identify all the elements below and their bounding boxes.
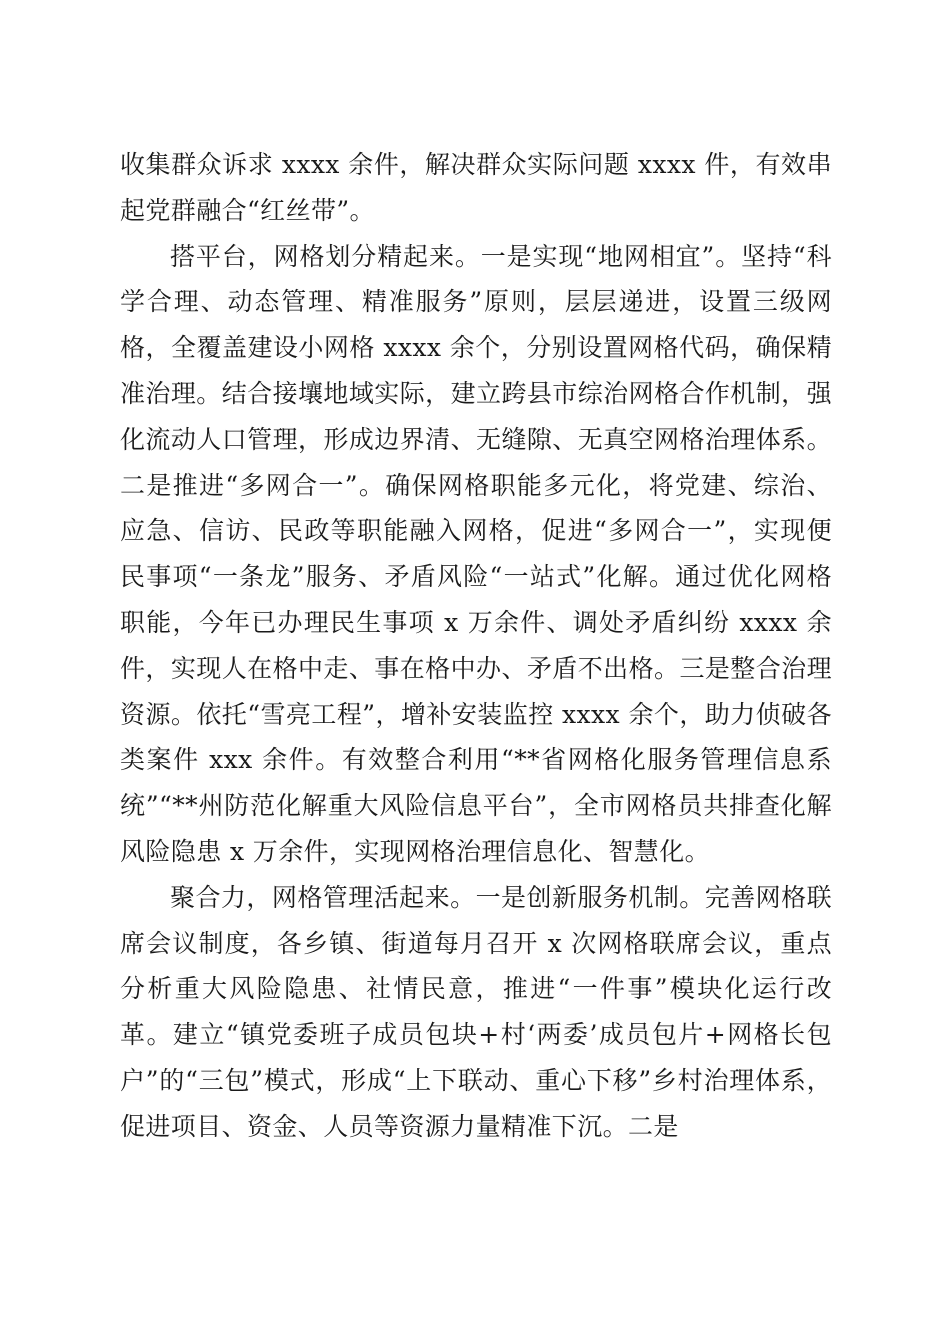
paragraph-build-platform: 搭平台，网格划分精起来。一是实现“地网相宜”。坚持“科学合理、动态管理、精准服务”原则，层层递进，设置三级网格，全覆盖建设小网格 xxxx 余个，分别设置网格代码，确保精准治理。结合接壤地域实际，建立跨县市综治网格合作机制，强化流动人口管理，形成边界清、无缝隙、无真空网格治理体系。二是推进“多网合一”。确保网格职能多元化，将党建、综治、应急、信访、民政等职能融入网格，促进“多网合一”，实现便民事项“一条龙”服务、矛盾风险“一站式”化解。通过优化网格职能，今年已办理民生事项 x 万余件、调处矛盾纠纷 xxxx 余件，实现人在格中走、事在格中办、矛盾不出格。三是整合治理资源。依托“雪亮工程”，增补安装监控 xxxx 余个，助力侦破各类案件 xxx 余件。有效整合利用“**省网格化服务管理信息系统”“**州防范化解重大风险信息平台”，全市网格员共排查化解风险隐患 x 万余件，实现网格治理信息化、智慧化。 xyxy=(120,241,832,866)
paragraph-continuation: 收集群众诉求 xxxx 余件，解决群众实际问题 xxxx 件，有效串起党群融合“红丝带”。 xyxy=(120,150,832,225)
paragraph-gather-strength: 聚合力，网格管理活起来。一是创新服务机制。完善网格联席会议制度，各乡镇、街道每月召开 x 次网格联席会议，重点分析重大风险隐患、社情民意，推进“一件事”模块化运行改革。建立“镇党委班子成员包块+村‘两委’成员包片+网格长包户”的“三包”模式，形成“上下联动、重心下移”乡村治理体系，促进项目、资金、人员等资源力量精准下沉。二是 xyxy=(120,882,832,1141)
document-body xyxy=(120,142,832,1150)
